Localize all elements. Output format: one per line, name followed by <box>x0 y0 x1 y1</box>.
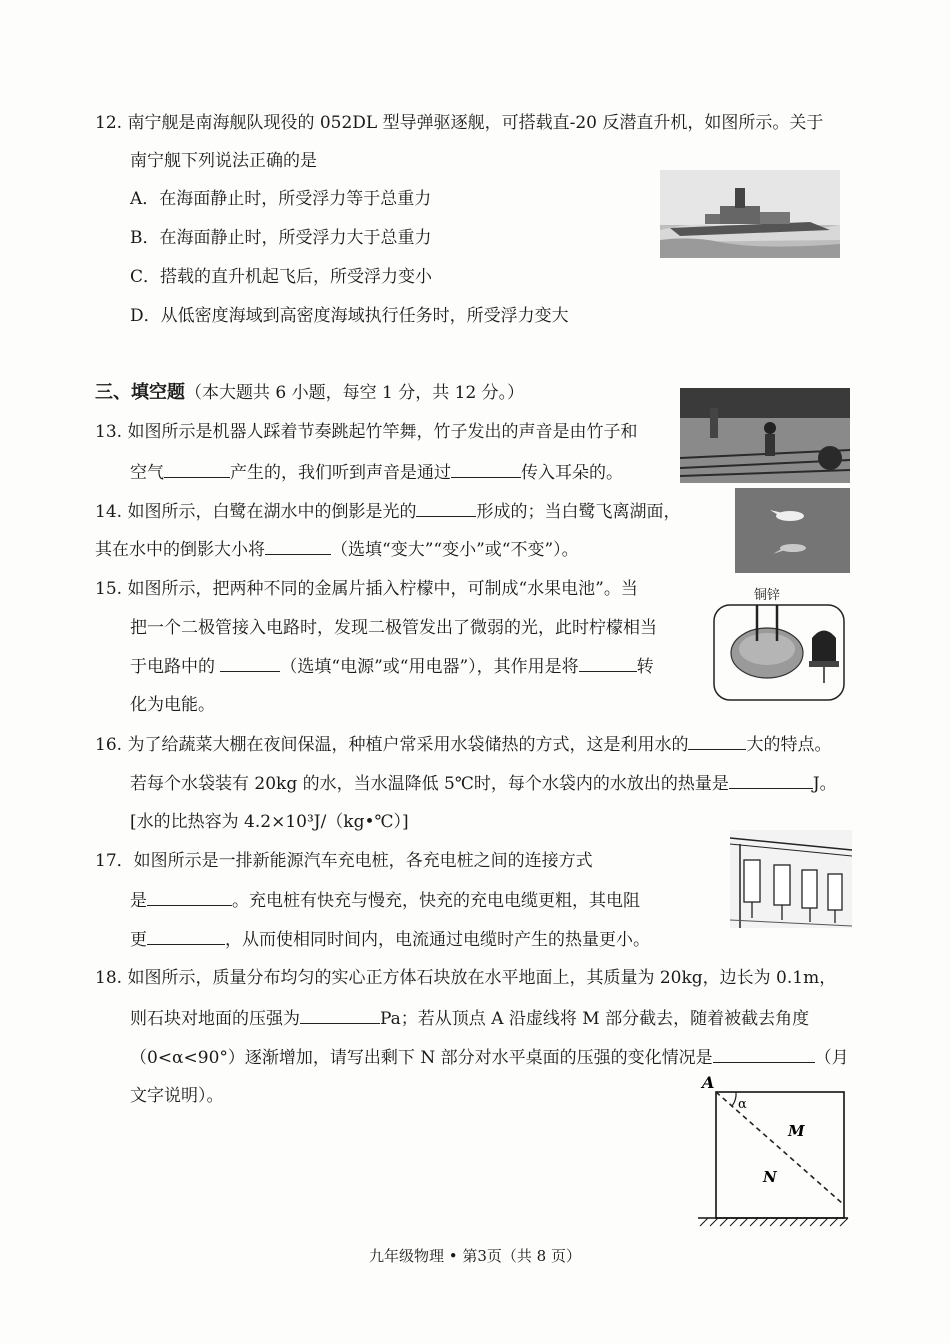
q15-line1: 15. 如图所示，把两种不同的金属片插入柠檬中，可制成“水果电池”。当 <box>95 579 638 599</box>
q14-line2 <box>95 538 579 561</box>
q18-blank-2[interactable] <box>713 1046 815 1063</box>
lemon-battery-figure <box>712 583 847 703</box>
part-n-label: N <box>763 1168 777 1186</box>
q12-option-b: B．在海面静止时，所受浮力大于总重力 <box>130 228 432 248</box>
q16-text-a: 16. 为了给蔬菜大棚在夜间保温，种植户常采用水袋储热的方式，这是利用水的 <box>95 735 689 755</box>
q14-text-a: 14. 如图所示，白鹭在湖水中的倒影是光的 <box>95 502 417 522</box>
q14-text-b: 形成的；当白鹭飞离湖面， <box>476 502 681 522</box>
q14-text-c: 其在水中的倒影大小将 <box>95 540 265 560</box>
q18-text-d: （月 <box>814 1048 849 1068</box>
q15-blank-2[interactable] <box>579 655 637 672</box>
q13-blank-2[interactable] <box>451 461 521 478</box>
cube-cut-figure <box>688 1070 850 1230</box>
section-note: （本大题共 6 小题，每空 1 分，共 12 分。） <box>185 383 525 403</box>
charging-piles-figure <box>730 830 852 928</box>
robot-bamboo-dance-photo <box>680 388 850 483</box>
q12-option-c: C．搭载的直升机起飞后，所受浮力变小 <box>130 267 433 287</box>
q15-text-c: 转 <box>636 657 654 677</box>
q16-line3: [水的比热容为 4.2×10³J/（kg•℃）] <box>130 812 409 832</box>
copper-zinc-label: 铜锌 <box>754 588 781 603</box>
q15-line3 <box>130 655 654 678</box>
q14-blank-2[interactable] <box>265 538 331 555</box>
q17-text-b: 。充电桩有快充与慢充，快充的充电电缆更粗，其电阻 <box>232 891 640 911</box>
section-title: 三、填空题 <box>95 382 185 403</box>
q13-line1: 13. 如图所示是机器人踩着节奏跳起竹竿舞，竹子发出的声音是由竹子和 <box>95 422 638 442</box>
q16-blank-2[interactable] <box>729 772 813 789</box>
q17-text-a: 是 <box>130 891 147 911</box>
q17-line2 <box>130 889 640 912</box>
q13-text-c: 传入耳朵的。 <box>521 463 623 483</box>
q17-text-c: 更 <box>130 930 147 950</box>
q18-line3 <box>130 1046 849 1069</box>
q13-text-a: 空气 <box>130 463 164 483</box>
q16-text-c: 若每个水袋装有 20kg 的水，当水温降低 5℃时，每个水袋内的水放出的热量是 <box>130 774 729 794</box>
q13-line2 <box>130 461 623 484</box>
q17-blank-2[interactable] <box>147 928 225 945</box>
section-heading <box>95 382 524 404</box>
angle-alpha-label: α <box>738 1097 747 1112</box>
warship-photo <box>660 170 840 258</box>
q12-option-a: A．在海面静止时，所受浮力等于总重力 <box>130 189 432 209</box>
q18-text-c: （0<α<90°）逐渐增加，请写出剩下 N 部分对水平桌面的压强的变化情况是 <box>130 1048 713 1068</box>
q18-text-b: Pa；若从顶点 A 沿虚线将 M 部分截去，随着被截去角度 <box>380 1009 810 1029</box>
q17-line1: 17．如图所示是一排新能源汽车充电桩，各充电桩之间的连接方式 <box>95 851 593 871</box>
q12-stem-line1: 12. 南宁舰是南海舰队现役的 052DL 型导弹驱逐舰，可搭载直-20 反潜直升机，如图所示。关于 <box>95 113 824 133</box>
q13-blank-1[interactable] <box>164 461 230 478</box>
q12-stem-line2: 南宁舰下列说法正确的是 <box>130 151 317 171</box>
q16-text-b: 大的特点。 <box>746 735 832 755</box>
q14-blank-1[interactable] <box>416 500 476 517</box>
q15-text-b: （选填“电源”或“用电器”），其作用是将 <box>280 657 579 677</box>
q15-line2: 把一个二极管接入电路时，发现二极管发出了微弱的光，此时柠檬相当 <box>130 618 657 638</box>
q18-line1: 18. 如图所示，质量分布均匀的实心正方体石块放在水平地面上，其质量为 20kg，边长为 0.1m， <box>95 968 837 988</box>
q18-line4: 文字说明）。 <box>130 1086 224 1106</box>
q18-text-a: 则石块对地面的压强为 <box>130 1009 300 1029</box>
q14-text-d: （选填“变大”“变小”或“不变”）。 <box>331 540 579 560</box>
q16-text-d: J。 <box>812 774 837 794</box>
vertex-a-label: A <box>702 1073 715 1092</box>
page-footer: 九年级物理 • 第3页（共 8 页） <box>368 1247 581 1265</box>
q12-option-d: D．从低密度海域到高密度海域执行任务时，所受浮力变大 <box>130 306 569 326</box>
q17-blank-1[interactable] <box>147 889 232 906</box>
q13-text-b: 产生的，我们听到声音是通过 <box>230 463 451 483</box>
part-m-label: M <box>788 1122 805 1140</box>
q16-line1 <box>95 733 831 756</box>
q16-blank-1[interactable] <box>688 733 746 750</box>
q18-blank-1[interactable] <box>300 1007 380 1024</box>
q18-line2 <box>130 1007 809 1030</box>
q15-blank-1[interactable] <box>220 655 280 672</box>
egret-reflection-photo <box>735 488 850 573</box>
q16-line2 <box>130 772 837 795</box>
q15-line4: 化为电能。 <box>130 695 215 715</box>
q14-line1 <box>95 500 680 523</box>
q15-text-a: 于电路中的 <box>130 657 215 677</box>
q17-line3 <box>130 928 650 951</box>
q17-text-d: ，从而使相同时间内，电流通过电缆时产生的热量更小。 <box>225 930 650 950</box>
